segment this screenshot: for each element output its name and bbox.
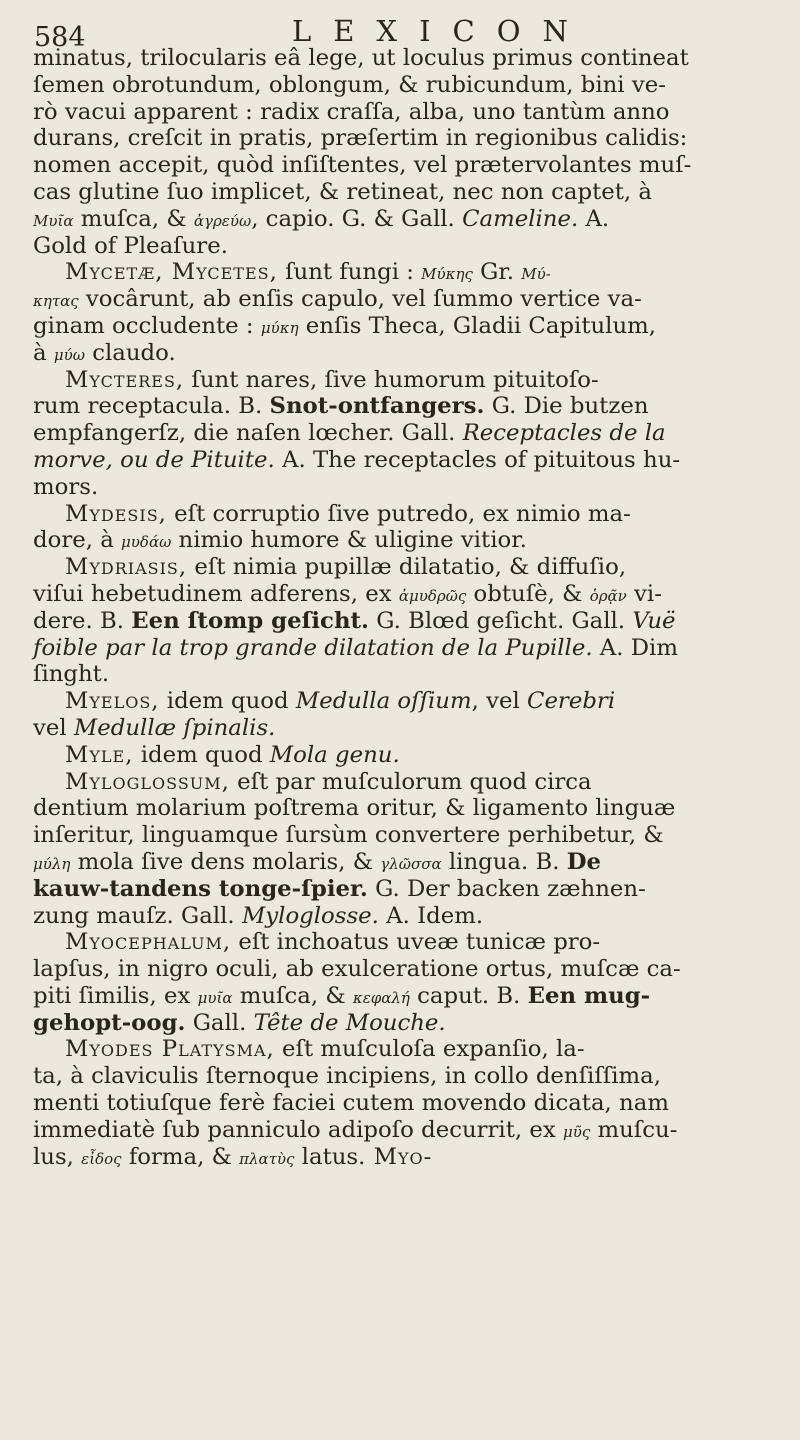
text-line [33,608,791,635]
greek-word: μῦς [562,1122,591,1141]
text-segment: eſt muſculoſa expanſio, la- [274,1036,585,1063]
text-segment: durans, creſcit in pratis, præſertim in regionibus calidis: [33,125,688,152]
text-segment: ſinght. [33,661,110,688]
text-line [33,581,791,608]
text-segment: Gr. [472,259,522,286]
text-segment: muſcu- [590,1116,678,1143]
entry-term: Mydriasis, [65,554,188,581]
text-segment: caput. B. [409,982,528,1009]
dictionary-text [33,45,791,1170]
text-segment: cas glutine ſuo implicet, & retineat, nec non captet, à [33,178,653,205]
italic-text: Mola genu. [269,741,400,768]
text-line [33,313,791,340]
text-segment: mola ſive dens molaris, & [70,848,381,875]
text-segment: Gold of Pleaſure. [33,232,228,259]
entry-headline [33,501,791,528]
greek-word: μυδάω [121,533,172,552]
greek-word: μύλη [33,854,71,873]
text-line [33,393,791,420]
text-segment: A. The receptacles of pituitous hu- [274,446,681,473]
page-header [34,8,770,53]
entry-term: Myodes Platysma, [65,1036,275,1063]
text-segment: , capio. G. & Gall. [251,205,463,232]
text-segment: lingua. B. [441,848,567,875]
text-segment: G. Blœd geſicht. Gall. [368,607,633,634]
text-segment: viſui hebetudinem adferens, ex [33,580,399,607]
text-segment: , vel [471,688,527,715]
text-segment: G. Die butzen [484,393,649,420]
text-line [33,635,791,662]
entry-term: Mycteres, [65,366,185,393]
greek-word: κητας [33,292,79,311]
text-segment: idem quod [133,741,270,768]
italic-text: morve, ou de Pituite. [33,446,275,473]
italic-text: foible par la trop grande dilatation de la Pupille. [33,634,593,661]
running-head: LEXICON [292,14,590,48]
text-segment: immediatè ſub panniculo adipoſo decurrit, ex [33,1116,563,1143]
greek-word: μυῖα [197,988,233,1007]
text-line [33,45,791,72]
text-line [33,1144,791,1171]
text-segment: enſis Theca, Gladii Capitulum, [298,312,656,339]
text-segment: eſt inchoatus uveæ tunicæ pro- [231,929,601,956]
greek-word: μύω [53,345,85,364]
text-segment: A. [578,205,610,232]
greek-word: Μύκης [421,265,473,284]
greek-word: γλῶσσα [380,854,442,873]
text-segment: nomen accepit, quòd inſiſtentes, vel prætervolantes muſ- [33,152,692,179]
blackletter-text: Snot-ontfangers. [269,393,485,420]
text-segment: ginam occludente : [33,312,261,339]
text-segment: claudo. [84,339,176,366]
text-segment: eſt corruptio ſive putredo, ex nimio ma- [166,500,631,527]
greek-word: Μύ- [521,265,551,284]
text-segment: idem quod [159,688,296,715]
text-line [33,72,791,99]
text-segment: eſt nimia pupillæ dilatatio, & diffuſio, [187,554,627,581]
text-segment: G. Der backen zæhnen- [367,875,646,902]
text-segment: A. Dim [592,634,678,661]
text-line [33,876,791,903]
text-segment: vocârunt, ab enſis capulo, vel ſummo vertice va- [78,286,642,313]
text-line [33,206,791,233]
text-line [33,99,791,126]
text-segment: minatus, trilocularis eâ lege, ut loculus primus contineat [33,45,689,71]
text-segment: vi- [626,580,662,607]
blackletter-text: gehopt-oog. [33,1009,186,1036]
text-line [33,1010,791,1037]
text-line [33,233,791,260]
blackletter-text: kauw-tandens tonge-ſpier. [33,875,368,902]
greek-word: ἀγρεύω [193,211,252,230]
text-line [33,1090,791,1117]
greek-word: ἀμυδρῶς [398,586,467,605]
text-segment: inſeritur, linguamque ſursùm convertere perhibetur, & [33,822,664,849]
entry-term: Myo- [365,1143,433,1170]
entry-headline [33,688,791,715]
entry-term: Myelos, [65,688,160,715]
text-line [33,527,791,554]
text-line [33,903,791,930]
text-segment: empfangerſz, die naſen lœcher. Gall. [33,420,463,447]
greek-word: μύκη [260,318,299,337]
blackletter-text: De [566,848,602,875]
text-line [33,340,791,367]
entry-headline [33,259,791,286]
page-number: 584 [34,22,86,53]
entry-headline [33,742,791,769]
text-segment: à [33,339,54,366]
text-segment: rò vacui apparent : radix craſſa, alba, uno tantùm anno [33,98,670,125]
text-segment: ſunt fungi : [277,259,422,286]
text-segment: muſca, & [73,205,194,232]
text-line [33,1117,791,1144]
text-line [33,447,791,474]
text-segment: menti totiuſque ferè faciei cutem movendo dicata, nam [33,1090,669,1117]
italic-text: Myloglosse. [241,902,379,929]
text-segment: ſunt nares, ſive humorum pituitoſo- [184,366,599,393]
greek-word: Μυῖα [33,211,74,230]
text-segment: obtuſè, & [466,580,590,607]
text-line [33,956,791,983]
entry-term: Myloglossum, [65,768,230,795]
entry-headline [33,769,791,796]
greek-word: πλατὺς [239,1149,295,1168]
blackletter-text: Een ſtomp geſicht. [131,607,369,634]
text-segment: piti ſimilis, ex [33,982,198,1009]
text-segment: nimio humore & uligine vitior. [171,527,527,554]
text-segment: A. Idem. [378,902,484,929]
entry-headline [33,1036,791,1063]
text-line [33,179,791,206]
text-segment: mors. [33,473,99,500]
italic-text: Cerebri [527,688,616,715]
text-line [33,849,791,876]
text-segment: muſca, & [232,982,353,1009]
text-line [33,983,791,1010]
text-segment: Gall. [185,1009,254,1036]
text-segment: lapſus, in nigro oculi, ab exulceratione ortus, muſcæ ca- [33,956,681,983]
text-segment: rum receptacula. B. [33,393,270,420]
entry-term: Myle, [65,741,134,768]
italic-text: Cameline. [462,205,579,232]
text-line [33,152,791,179]
italic-text: Medulla oſſium [295,688,472,715]
entry-term: Mydesis, [65,500,167,527]
italic-text: Receptacles de la [462,420,666,447]
entry-headline [33,554,791,581]
text-line [33,420,791,447]
text-segment: latus. [294,1143,366,1170]
text-line [33,715,791,742]
entry-term: Myocephalum, [65,929,232,956]
text-segment: forma, & [121,1143,240,1170]
text-segment: lus, [33,1143,82,1170]
italic-text: Vuë [632,607,676,634]
text-line [33,1063,791,1090]
italic-text: Medullæ ſpinalis. [73,714,276,741]
italic-text: Tête de Mouche. [253,1009,446,1036]
entry-term: Mycetæ, Mycetes, [65,259,278,286]
greek-word: ὁρᾷν [589,586,627,605]
text-segment: ta, à claviculis ſternoque incipiens, in collo denſiſſima, [33,1063,661,1090]
text-segment: ſemen obrotundum, oblongum, & rubicundum, bini ve- [33,71,666,98]
text-segment: dere. B. [33,607,132,634]
greek-word: κεφαλή [352,988,410,1007]
text-segment: dore, à [33,527,122,554]
text-line [33,474,791,501]
blackletter-text: Een mug- [527,982,651,1009]
text-line [33,286,791,313]
entry-headline [33,367,791,394]
text-segment: zung mauſz. Gall. [33,902,242,929]
text-segment: dentium molarium poſtrema oritur, & ligamento linguæ [33,795,676,822]
entry-headline [33,929,791,956]
text-segment: eſt par muſculorum quod circa [229,768,592,795]
text-line [33,822,791,849]
text-line [33,795,791,822]
text-segment: vel [33,714,74,741]
text-line [33,661,791,688]
text-line [33,125,791,152]
greek-word: εἶδος [81,1149,122,1168]
